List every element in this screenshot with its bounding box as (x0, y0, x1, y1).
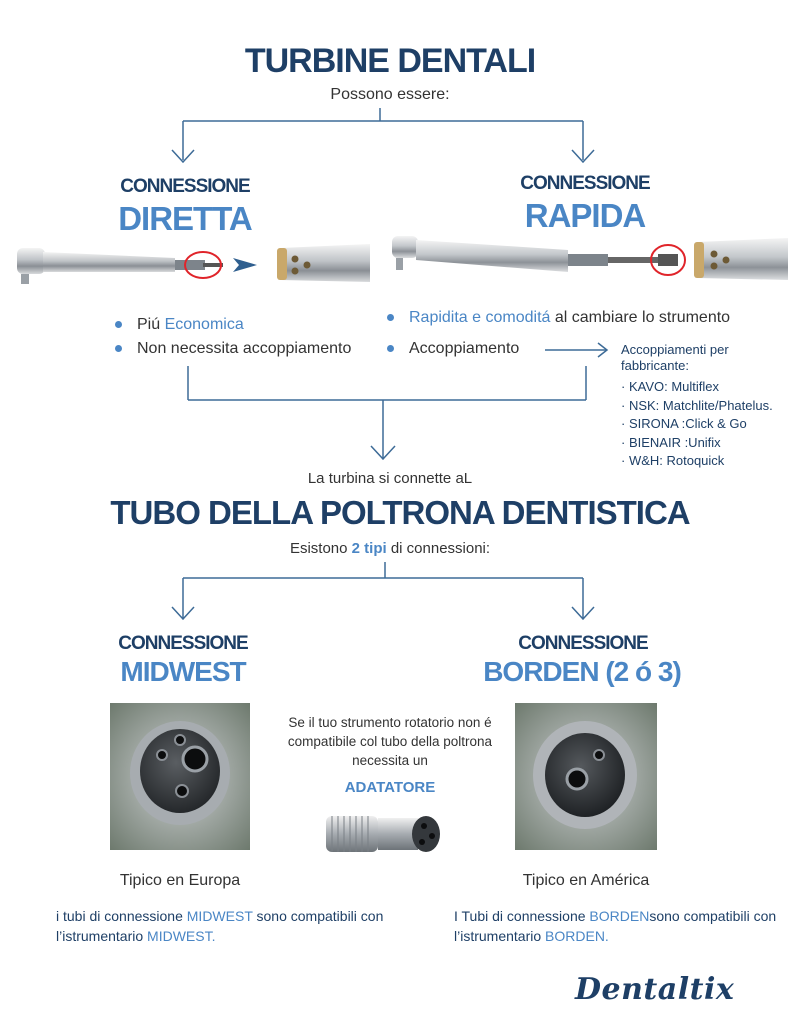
couplings-title: Accoppiamenti per fabbricante: (621, 342, 729, 373)
rapid-turbine-image (388, 228, 788, 288)
rapida-label-top: CONNESSIONE (520, 173, 650, 194)
midwest-connector-photo (110, 703, 250, 850)
borden-caption: Tipico en América (522, 872, 650, 889)
coupling-item: · NSK: Matchlite/Phatelus. (621, 397, 773, 413)
section2-subtitle: Esistono 2 tipi di connessioni: (289, 540, 491, 557)
borden-note: I Tubi di connessione BORDENsono compatibili con l’istrumentario BORDEN. (454, 908, 777, 944)
page-title: TURBINE DENTALI (244, 42, 536, 80)
adapter-highlight: ADATATORE (344, 779, 436, 796)
page-subtitle: Possono essere: (330, 86, 450, 103)
diretta-label-main: DIRETTA (118, 200, 252, 237)
rapida-bullet-1: Rapidita e comoditá al cambiare lo strumento (409, 309, 731, 326)
coupling-item: · SIRONA :Click & Go (621, 416, 747, 431)
diretta-label-top: CONNESSIONE (120, 176, 250, 197)
borden-connector-photo (515, 703, 657, 850)
midwest-note: i tubi di connessione MIDWEST sono compatibili con l’istrumentario MIDWEST. (56, 908, 384, 944)
rapida-label-main: RAPIDA (524, 197, 646, 234)
midwest-caption: Tipico en Europa (119, 872, 241, 889)
coupling-item: · KAVO: Multiflex (621, 379, 720, 394)
diretta-bullet-1: Piú Economica (137, 316, 244, 333)
coupling-item: · W&H: Rotoquick (621, 453, 725, 468)
rapida-bullet-2: Accoppiamento (409, 340, 520, 357)
midwest-label-main: MIDWEST (120, 656, 246, 687)
midwest-label-top: CONNESSIONE (118, 633, 248, 654)
borden-label-main: BORDEN (2 ó 3) (483, 656, 681, 687)
adapter-text: Se il tuo strumento rotatorio non é compatibile col tubo della poltrona necessita un (287, 715, 493, 768)
diretta-bullet-2: Non necessita accoppiamento (137, 340, 352, 357)
middle-text: La turbina si connette aL (307, 470, 473, 487)
brand-logo: Dentaltix (575, 972, 735, 1007)
adapter-image (320, 806, 450, 860)
coupling-item: · BIENAIR :Unifix (621, 434, 721, 450)
couplings-list (621, 378, 773, 471)
borden-label-top: CONNESSIONE (518, 633, 648, 654)
direct-turbine-image (15, 238, 370, 296)
section2-title: TUBO DELLA POLTRONA DENTISTICA (110, 494, 690, 531)
